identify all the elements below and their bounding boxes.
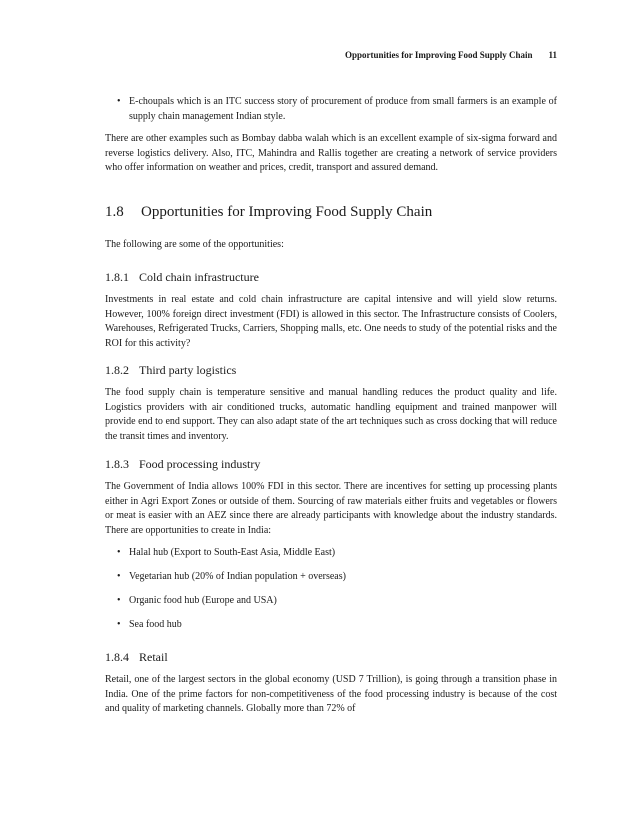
subsection-title: Cold chain infrastructure: [139, 270, 259, 284]
list-item-text: Halal hub (Export to South-East Asia, Middle East): [129, 547, 336, 558]
subsection-heading-1: [105, 270, 557, 285]
running-header: [105, 50, 557, 64]
list-item: [117, 618, 557, 633]
subsection-body: Investments in real estate and cold chain infrastructure are capital intensive and will yield slow returns. However, 100% foreign direct investment (FDI) is allowed in this sector. The Infrastructure consists of Coolers, Warehouses, Refrigerated Trucks, Carriers, Shopping malls, etc. One needs to study of the potential risks and the ROI for this activity?: [105, 294, 557, 349]
section-heading: [105, 204, 557, 221]
subsection-body-2-block: [105, 386, 557, 444]
subsection-number: 1.8.3: [105, 457, 129, 471]
bullet-icon: •: [117, 571, 121, 582]
header-title: Opportunities for Improving Food Supply Chain: [345, 50, 533, 60]
intro-bullet-text: E-choupals which is an ITC success story of procurement of produce from small farmers is an example of supply chain management Indian style.: [129, 96, 557, 122]
intro-paragraph: There are other examples such as Bombay dabba walah which is an excellent example of six-sigma forward and reverse logistics delivery. Also, ITC, Mahindra and Rallis together are creating a network of service providers who offer information on weather and prices, credit, transport and assured demand.: [105, 133, 557, 173]
subsection-body-1-block: [105, 293, 557, 351]
bullet-icon: •: [117, 96, 121, 107]
subsection-body-4-block: [105, 673, 557, 717]
list-item: [117, 570, 557, 585]
subsection-number: 1.8.4: [105, 650, 129, 664]
bullet-icon: •: [117, 619, 121, 630]
section-number: 1.8: [105, 204, 124, 220]
subsection-body: The food supply chain is temperature sensitive and manual handling reduces the product quality and life. Logistics providers with air conditioned trucks, automatic handling equipment and trained manpower will provide end to end support. They can also adapt state of the art techniques such as cross docking that will reduce the transit times and inventory.: [105, 387, 557, 442]
subsection-heading-4: [105, 650, 557, 665]
page-number: 11: [548, 50, 557, 60]
section-lead-block: [105, 238, 557, 253]
subsection-body: Retail, one of the largest sectors in the global economy (USD 7 Trillion), is going through a transition phase in India. One of the prime factors for non-competitiveness of the food processing industry is because of the cost and quality of marketing channels. Globally more than 72% of: [105, 674, 557, 714]
subsection-heading-3: [105, 457, 557, 472]
subsection-title: Retail: [139, 650, 168, 664]
intro-paragraph-block: [105, 132, 557, 176]
list-item-text: Sea food hub: [129, 619, 182, 630]
section-title: Opportunities for Improving Food Supply Chain: [141, 204, 433, 220]
subsection-number: 1.8.1: [105, 270, 129, 284]
bullet-icon: •: [117, 595, 121, 606]
subsection-body-3-block: [105, 480, 557, 538]
subsection-number: 1.8.2: [105, 363, 129, 377]
list-item-text: Vegetarian hub (20% of Indian population + overseas): [129, 571, 346, 582]
list-item: [117, 546, 557, 561]
list-item: [117, 594, 557, 609]
subsection-heading-2: [105, 363, 557, 378]
bullet-icon: •: [117, 547, 121, 558]
subsection-title: Third party logistics: [139, 363, 237, 377]
subsection-body: The Government of India allows 100% FDI in this sector. There are incentives for setting up processing plants either in Agri Export Zones or outside of them. Sourcing of raw materials either fruits and vegetables or flowers or meat is easier with an AEZ since there are already participants with knowledge about the industry standards. There are opportunities to create in India:: [105, 481, 557, 536]
subsection-title: Food processing industry: [139, 457, 261, 471]
intro-bullet: [117, 95, 557, 124]
section-lead: The following are some of the opportunities:: [105, 239, 284, 250]
list-item-text: Organic food hub (Europe and USA): [129, 595, 277, 606]
